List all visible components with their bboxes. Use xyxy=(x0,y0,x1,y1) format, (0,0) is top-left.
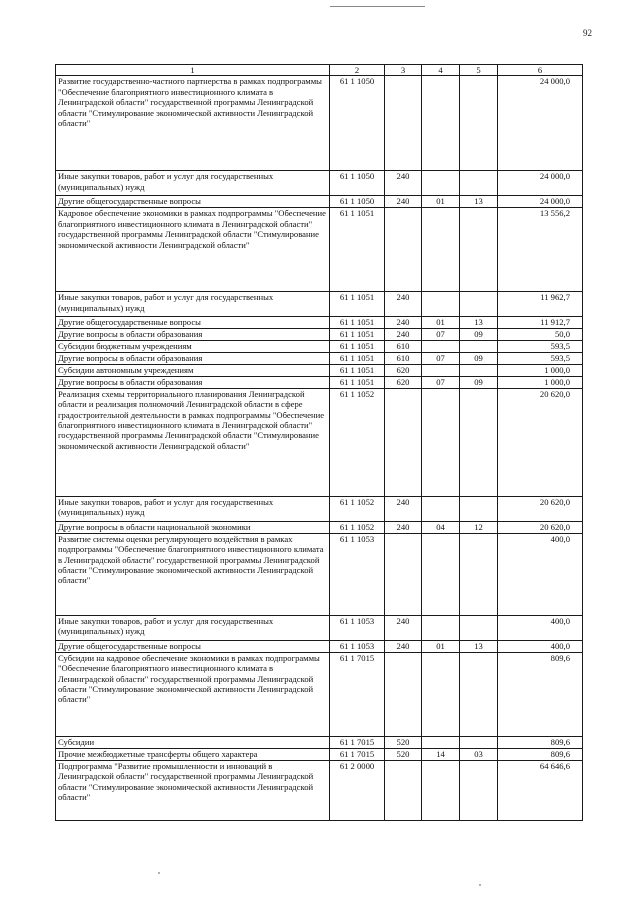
row-subsection xyxy=(460,292,498,317)
row-expense-type xyxy=(385,533,422,615)
table-row xyxy=(56,208,583,292)
row-subsection xyxy=(460,364,498,376)
row-subsection xyxy=(460,388,498,496)
row-expense-type xyxy=(385,388,422,496)
row-name: Развитие государственно-частного партнерства в рамках подпрограммы "Обеспечение благоприятного инвестиционного климата в Ленинградской области" государственной программы Ленинградской области "Стимулирование экономической активности Ленинградской области" xyxy=(56,76,330,171)
row-target-code: 61 1 1052 xyxy=(330,521,385,533)
row-subsection xyxy=(460,615,498,640)
row-name: Другие общегосударственные вопросы xyxy=(56,317,330,328)
row-subsection: 03 xyxy=(460,748,498,760)
row-amount: 50,0 xyxy=(498,328,583,340)
row-name: Иные закупки товаров, работ и услуг для государственных (муниципальных) нужд xyxy=(56,496,330,521)
row-amount: 20 620,0 xyxy=(498,496,583,521)
row-target-code: 61 1 1053 xyxy=(330,615,385,640)
row-amount: 64 646,6 xyxy=(498,760,583,820)
row-subsection xyxy=(460,533,498,615)
column-header: 6 xyxy=(498,65,583,76)
row-target-code: 61 1 1051 xyxy=(330,317,385,328)
row-section xyxy=(422,340,460,352)
row-name: Кадровое обеспечение экономики в рамках подпрограммы "Обеспечение благоприятного инвестиционного климата в Ленинградской области" государственной программы Ленинградской области "Стимулирование экономической активности Ленинградской области" xyxy=(56,208,330,292)
table-row xyxy=(56,652,583,736)
column-header: 5 xyxy=(460,65,498,76)
top-rule xyxy=(330,6,425,7)
row-section: 07 xyxy=(422,352,460,364)
row-section: 01 xyxy=(422,196,460,208)
row-amount: 11 912,7 xyxy=(498,317,583,328)
row-name: Другие вопросы в области образования xyxy=(56,328,330,340)
row-target-code: 61 1 1052 xyxy=(330,388,385,496)
row-section: 14 xyxy=(422,748,460,760)
row-amount: 809,6 xyxy=(498,748,583,760)
row-name: Другие общегосударственные вопросы xyxy=(56,196,330,208)
row-amount: 809,6 xyxy=(498,736,583,748)
table-row xyxy=(56,196,583,208)
row-subsection xyxy=(460,652,498,736)
row-name: Развитие системы оценки регулирующего воздействия в рамках подпрограммы "Обеспечение благоприятного инвестиционного климата в Ленинградской области" государственной программы Ленинградской области "Стимулирование экономической активности Ленинградской области" xyxy=(56,533,330,615)
table-row xyxy=(56,640,583,652)
column-header: 2 xyxy=(330,65,385,76)
row-expense-type: 620 xyxy=(385,376,422,388)
table-row xyxy=(56,171,583,196)
row-target-code: 61 1 1051 xyxy=(330,352,385,364)
row-amount: 20 620,0 xyxy=(498,521,583,533)
row-name: Субсидии xyxy=(56,736,330,748)
row-expense-type xyxy=(385,76,422,171)
row-target-code: 61 1 1050 xyxy=(330,196,385,208)
column-header: 3 xyxy=(385,65,422,76)
row-subsection: 09 xyxy=(460,328,498,340)
budget-table xyxy=(55,64,583,821)
row-amount: 1 000,0 xyxy=(498,376,583,388)
row-amount: 20 620,0 xyxy=(498,388,583,496)
row-name: Иные закупки товаров, работ и услуг для государственных (муниципальных) нужд xyxy=(56,171,330,196)
table-row xyxy=(56,317,583,328)
row-section xyxy=(422,171,460,196)
row-expense-type: 520 xyxy=(385,736,422,748)
row-expense-type: 240 xyxy=(385,171,422,196)
row-amount: 11 962,7 xyxy=(498,292,583,317)
row-expense-type xyxy=(385,208,422,292)
row-target-code: 61 1 7015 xyxy=(330,652,385,736)
row-target-code: 61 1 7015 xyxy=(330,736,385,748)
row-expense-type: 520 xyxy=(385,748,422,760)
row-target-code: 61 1 1053 xyxy=(330,640,385,652)
row-subsection: 09 xyxy=(460,352,498,364)
row-section xyxy=(422,496,460,521)
header-row xyxy=(56,65,583,76)
row-section xyxy=(422,208,460,292)
row-target-code: 61 1 1051 xyxy=(330,208,385,292)
page-number: 92 xyxy=(583,28,592,38)
row-name: Иные закупки товаров, работ и услуг для государственных (муниципальных) нужд xyxy=(56,292,330,317)
table-row xyxy=(56,748,583,760)
row-amount: 400,0 xyxy=(498,640,583,652)
row-amount: 593,5 xyxy=(498,340,583,352)
row-subsection: 13 xyxy=(460,640,498,652)
table-row xyxy=(56,364,583,376)
scan-speck xyxy=(479,884,481,886)
column-header: 4 xyxy=(422,65,460,76)
row-name: Субсидии на кадровое обеспечение экономики в рамках подпрограммы "Обеспечение благоприятного инвестиционного климата в Ленинградской области" государственной программы Ленинградской области "Стимулирование экономической активности Ленинградской области" xyxy=(56,652,330,736)
row-amount: 400,0 xyxy=(498,615,583,640)
row-target-code: 61 1 1050 xyxy=(330,171,385,196)
table-row xyxy=(56,376,583,388)
row-section: 01 xyxy=(422,317,460,328)
row-name: Другие вопросы в области национальной экономики xyxy=(56,521,330,533)
row-target-code: 61 1 1051 xyxy=(330,292,385,317)
row-subsection: 13 xyxy=(460,196,498,208)
table-row xyxy=(56,328,583,340)
row-expense-type: 240 xyxy=(385,292,422,317)
table-row xyxy=(56,615,583,640)
row-section xyxy=(422,652,460,736)
row-section xyxy=(422,76,460,171)
row-amount: 400,0 xyxy=(498,533,583,615)
row-target-code: 61 1 7015 xyxy=(330,748,385,760)
row-section xyxy=(422,615,460,640)
row-amount: 593,5 xyxy=(498,352,583,364)
row-name: Субсидии бюджетным учреждениям xyxy=(56,340,330,352)
row-amount: 24 000,0 xyxy=(498,196,583,208)
row-section: 04 xyxy=(422,521,460,533)
row-name: Реализация схемы территориального планирования Ленинградской области и реализация полномочий Ленинградской области в сфере градостроительной деятельности в рамках подпрограммы "Обеспечение благоприятного инвестиционного климата в Ленинградской области" государственной программы Ленинградской области "Стимулирование экономической активности Ленинградской области" xyxy=(56,388,330,496)
table-row xyxy=(56,521,583,533)
row-subsection: 09 xyxy=(460,376,498,388)
row-amount: 13 556,2 xyxy=(498,208,583,292)
row-target-code: 61 1 1051 xyxy=(330,376,385,388)
row-section xyxy=(422,736,460,748)
row-target-code: 61 1 1051 xyxy=(330,328,385,340)
row-name: Иные закупки товаров, работ и услуг для государственных (муниципальных) нужд xyxy=(56,615,330,640)
row-name: Другие вопросы в области образования xyxy=(56,376,330,388)
row-expense-type: 610 xyxy=(385,352,422,364)
row-name: Прочие межбюджетные трансферты общего характера xyxy=(56,748,330,760)
row-target-code: 61 1 1051 xyxy=(330,364,385,376)
table-row xyxy=(56,736,583,748)
row-target-code: 61 1 1051 xyxy=(330,340,385,352)
row-subsection xyxy=(460,496,498,521)
row-amount: 24 000,0 xyxy=(498,171,583,196)
row-section xyxy=(422,533,460,615)
row-subsection: 12 xyxy=(460,521,498,533)
row-section: 01 xyxy=(422,640,460,652)
row-expense-type: 240 xyxy=(385,640,422,652)
row-expense-type: 620 xyxy=(385,364,422,376)
row-expense-type xyxy=(385,760,422,820)
row-name: Субсидии автономным учреждениям xyxy=(56,364,330,376)
row-section xyxy=(422,292,460,317)
table-row xyxy=(56,760,583,820)
row-name: Подпрограмма "Развитие промышленности и инноваций в Ленинградской области" государственной программы Ленинградской области "Стимулирование экономической активности Ленинградской области" xyxy=(56,760,330,820)
row-expense-type xyxy=(385,652,422,736)
table-row xyxy=(56,76,583,171)
row-subsection xyxy=(460,760,498,820)
row-section xyxy=(422,760,460,820)
table-row xyxy=(56,533,583,615)
row-expense-type: 240 xyxy=(385,328,422,340)
row-subsection xyxy=(460,340,498,352)
row-target-code: 61 1 1052 xyxy=(330,496,385,521)
row-target-code: 61 1 1050 xyxy=(330,76,385,171)
row-section: 07 xyxy=(422,328,460,340)
row-expense-type: 240 xyxy=(385,521,422,533)
row-section: 07 xyxy=(422,376,460,388)
table-row xyxy=(56,352,583,364)
column-header: 1 xyxy=(56,65,330,76)
row-subsection xyxy=(460,736,498,748)
table-row xyxy=(56,388,583,496)
table-row xyxy=(56,340,583,352)
row-expense-type: 240 xyxy=(385,615,422,640)
row-expense-type: 240 xyxy=(385,196,422,208)
row-subsection xyxy=(460,208,498,292)
row-subsection: 13 xyxy=(460,317,498,328)
row-section xyxy=(422,388,460,496)
row-target-code: 61 2 0000 xyxy=(330,760,385,820)
row-amount: 809,6 xyxy=(498,652,583,736)
row-amount: 1 000,0 xyxy=(498,364,583,376)
row-expense-type: 610 xyxy=(385,340,422,352)
row-target-code: 61 1 1053 xyxy=(330,533,385,615)
row-name: Другие общегосударственные вопросы xyxy=(56,640,330,652)
table-row xyxy=(56,496,583,521)
row-subsection xyxy=(460,76,498,171)
row-section xyxy=(422,364,460,376)
scan-speck xyxy=(158,872,160,874)
row-subsection xyxy=(460,171,498,196)
row-expense-type: 240 xyxy=(385,317,422,328)
row-name: Другие вопросы в области образования xyxy=(56,352,330,364)
row-amount: 24 000,0 xyxy=(498,76,583,171)
row-expense-type: 240 xyxy=(385,496,422,521)
table-body xyxy=(56,76,583,820)
table-row xyxy=(56,292,583,317)
